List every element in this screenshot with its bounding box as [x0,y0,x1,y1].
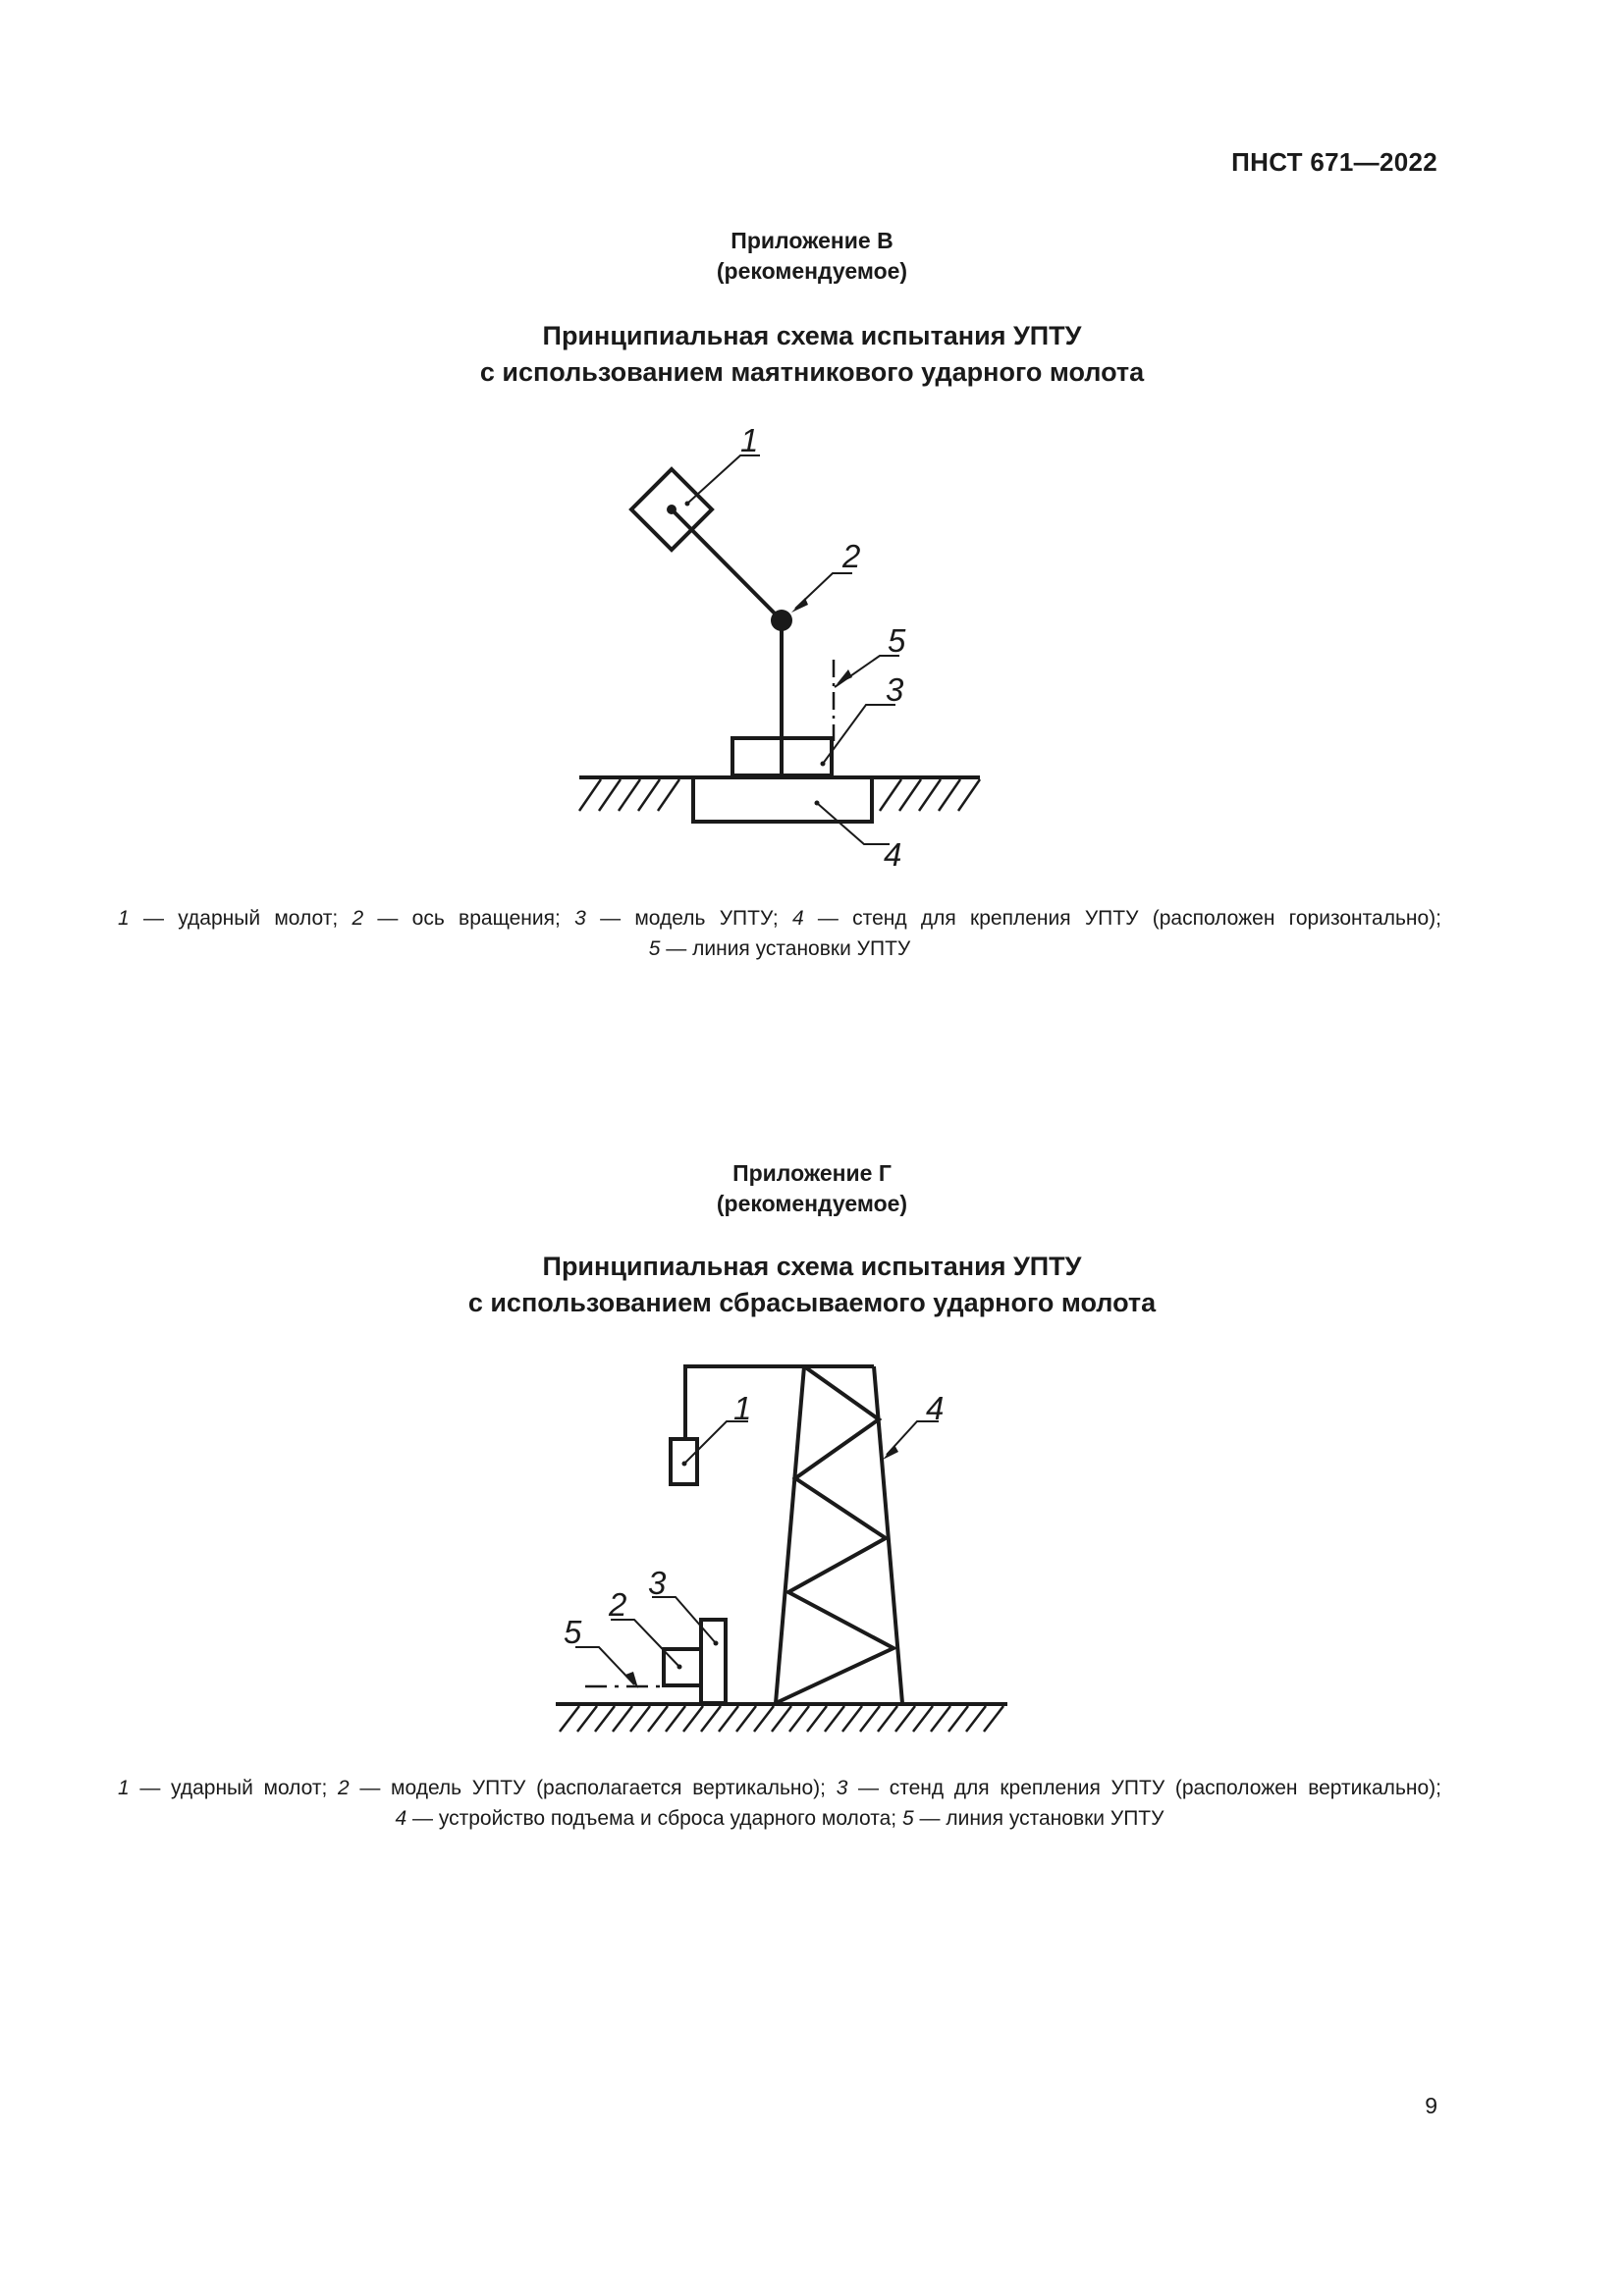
pendulum-hammer-diagram [569,417,1001,879]
legend-text: — модель УПТУ (располагается вертикально); [349,1777,837,1799]
uptu-model-vertical [664,1649,701,1685]
appendix-v-title: Приложение В [731,228,893,253]
label-g-3: 3 [648,1565,667,1601]
appendix-g-title: Приложение Г [732,1160,892,1186]
appendix-v-scheme-title-line1: Принципиальная схема испытания УПТУ [542,321,1082,350]
label-4: 4 [884,836,902,873]
legend-num: 1 [118,1777,130,1799]
tower-left-leg [776,1366,804,1703]
legend-num: 5 [901,1807,914,1830]
label-5: 5 [888,622,906,659]
legend-num: 1 [118,907,130,930]
appendix-g-scheme-title [0,1249,1624,1321]
pendulum-arm [672,509,782,620]
appendix-v-legend [118,903,1441,964]
rotation-axis [771,610,792,631]
appendix-g-scheme-title-line2: с использованием сбрасываемого ударного молота [467,1288,1157,1317]
appendix-g-legend [118,1773,1441,1834]
legend-num: 2 [338,1777,350,1799]
label-g-1: 1 [733,1390,752,1426]
label-g-4: 4 [926,1390,945,1426]
legend-num: 4 [395,1807,407,1830]
ground-hatching [579,779,980,811]
appendix-v-status: (рекомендуемое) [716,258,908,284]
legend-text: — линия установки УПТУ [913,1807,1164,1830]
label-g-5: 5 [564,1614,582,1650]
legend-num: 3 [574,907,586,930]
tower-truss [776,1366,893,1703]
legend-num: 2 [352,907,364,930]
drop-hammer-diagram [550,1350,1021,1752]
appendix-v-heading [0,226,1624,287]
legend-text: — ударный молот; [129,907,352,930]
legend-text: — ударный молот; [129,1777,339,1799]
appendix-v-scheme-title [0,318,1624,391]
appendix-g-scheme-title-line1: Принципиальная схема испытания УПТУ [542,1252,1082,1281]
legend-text: — линия установки УПТУ [660,937,911,960]
document-code: ПНСТ 671—2022 [1231,147,1437,177]
appendix-g-status: (рекомендуемое) [716,1191,908,1216]
label-g-2: 2 [609,1586,627,1623]
vertical-stand [701,1620,726,1703]
legend-num: 3 [836,1777,848,1799]
legend-text: — стенд для крепления УПТУ (расположен горизонтально); [803,907,1441,930]
legend-num: 5 [648,937,661,960]
label-1: 1 [740,422,759,458]
appendix-g-heading [0,1158,1624,1219]
appendix-v-scheme-title-line2: с использованием маятникового ударного молота [479,357,1145,387]
page-number: 9 [1425,2093,1437,2118]
ground-hatching-g [560,1706,1003,1732]
legend-text: — стенд для крепления УПТУ (расположен вертикально); [847,1777,1441,1799]
label-2: 2 [842,538,861,574]
legend-text: — устройство подъема и сброса ударного молота; [406,1807,902,1830]
legend-text: — ось вращения; [363,907,575,930]
legend-num: 4 [791,907,804,930]
mounting-stand [693,777,872,822]
label-3: 3 [886,671,904,708]
hoist-arm [685,1366,874,1439]
legend-text: — модель УПТУ; [585,907,792,930]
